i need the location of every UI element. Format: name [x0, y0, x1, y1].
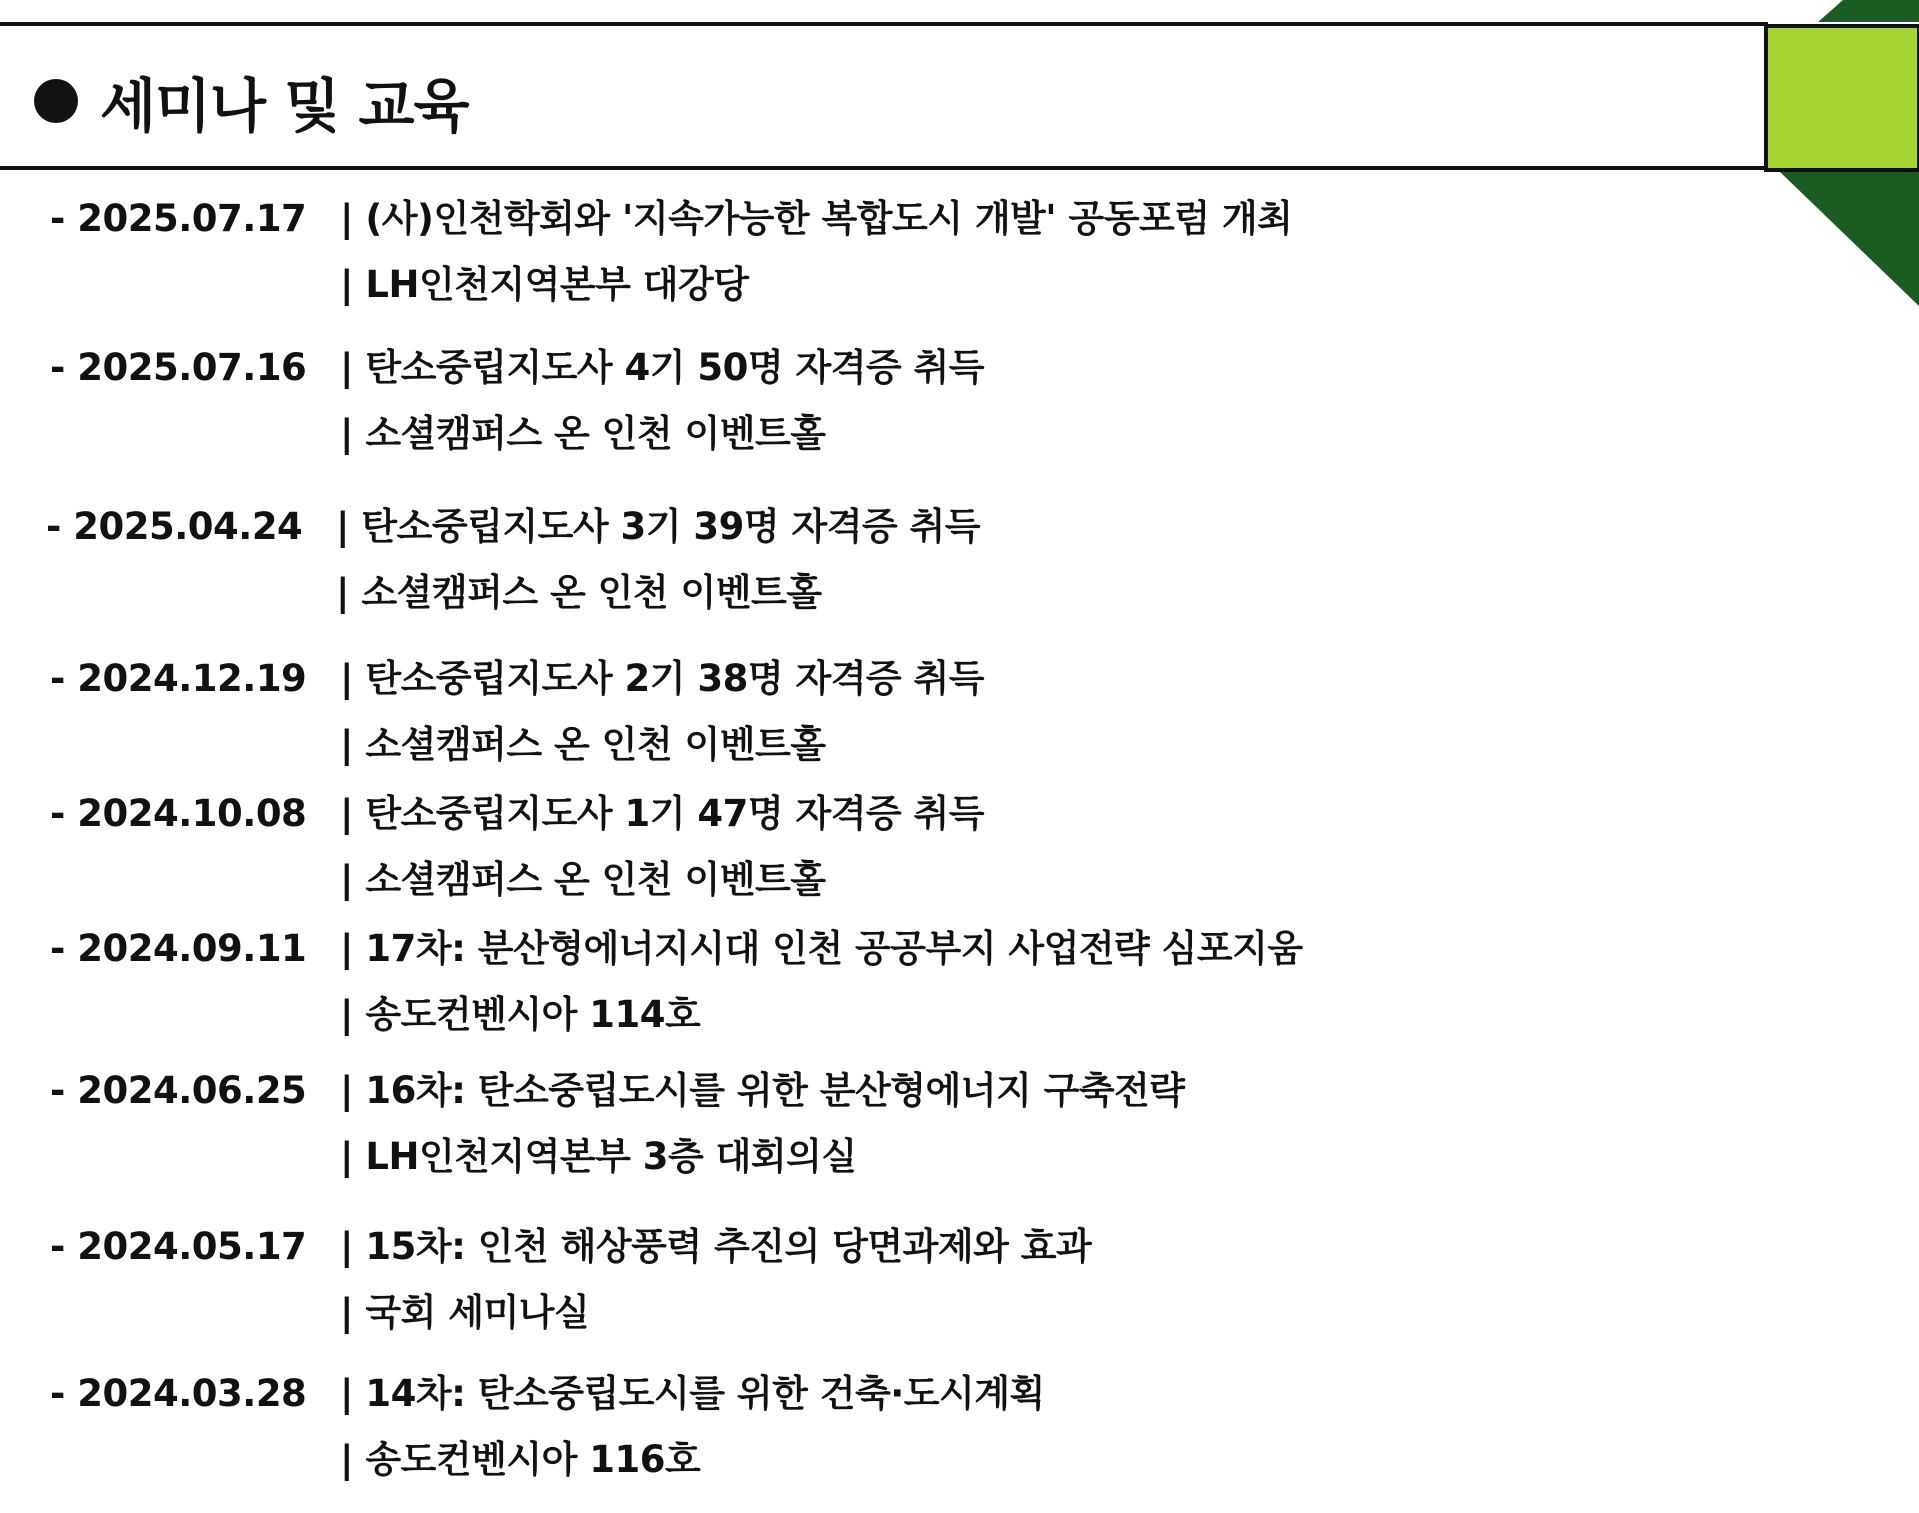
bullet-dot-icon — [34, 79, 78, 123]
section-title — [34, 56, 469, 146]
entry-location: | 송도컨벤시아 114호 — [340, 993, 701, 1036]
entry-date: - 2024.09.11 — [50, 927, 307, 970]
entry-date: - 2024.05.17 — [50, 1225, 307, 1268]
entry-title: | 탄소중립지도사 1기 47명 자격증 취득 — [340, 792, 985, 835]
entry-location: | 소셜캠퍼스 온 인천 이벤트홀 — [340, 412, 826, 455]
entry-location: | 소셜캠퍼스 온 인천 이벤트홀 — [340, 858, 826, 901]
entry-title: | 16차: 탄소중립도시를 위한 분산형에너지 구축전략 — [340, 1069, 1185, 1112]
entry-date: - 2025.07.17 — [50, 197, 307, 240]
entry-location: | LH인천지역본부 3층 대회의실 — [340, 1135, 857, 1178]
header-bottom-border-line — [0, 166, 1768, 170]
entry-title: | 17차: 분산형에너지시대 인천 공공부지 사업전략 심포지움 — [340, 927, 1303, 970]
entry-title: | 탄소중립지도사 2기 38명 자격증 취득 — [340, 657, 985, 700]
lime-green-square — [1766, 26, 1919, 170]
entry-date: - 2024.03.28 — [50, 1372, 307, 1415]
section-title-text: 세미나 및 교육 — [100, 72, 469, 140]
entry-date: - 2024.10.08 — [50, 792, 307, 835]
entry-title: | (사)인천학회와 '지속가능한 복합도시 개발' 공동포럼 개최 — [340, 197, 1293, 240]
entry-title: | 탄소중립지도사 3기 39명 자격증 취득 — [336, 505, 981, 548]
dark-green-triangle-bottom — [1780, 172, 1919, 306]
entry-title: | 15차: 인천 해상풍력 추진의 당면과제와 효과 — [340, 1225, 1092, 1268]
top-border-line — [0, 22, 1768, 26]
entry-title: | 탄소중립지도사 4기 50명 자격증 취득 — [340, 346, 985, 389]
entry-location: | 송도컨벤시아 116호 — [340, 1438, 701, 1481]
entry-date: - 2025.07.16 — [50, 346, 307, 389]
entry-title: | 14차: 탄소중립도시를 위한 건축·도시계획 — [340, 1372, 1045, 1415]
entry-location: | 국회 세미나실 — [340, 1291, 590, 1334]
dark-green-triangle-top — [1818, 0, 1919, 22]
entry-location: | 소셜캠퍼스 온 인천 이벤트홀 — [336, 571, 822, 614]
entry-date: - 2024.06.25 — [50, 1069, 307, 1112]
entry-location: | LH인천지역본부 대강당 — [340, 263, 749, 306]
entry-date: - 2025.04.24 — [46, 505, 303, 548]
entry-location: | 소셜캠퍼스 온 인천 이벤트홀 — [340, 723, 826, 766]
entry-date: - 2024.12.19 — [50, 657, 307, 700]
